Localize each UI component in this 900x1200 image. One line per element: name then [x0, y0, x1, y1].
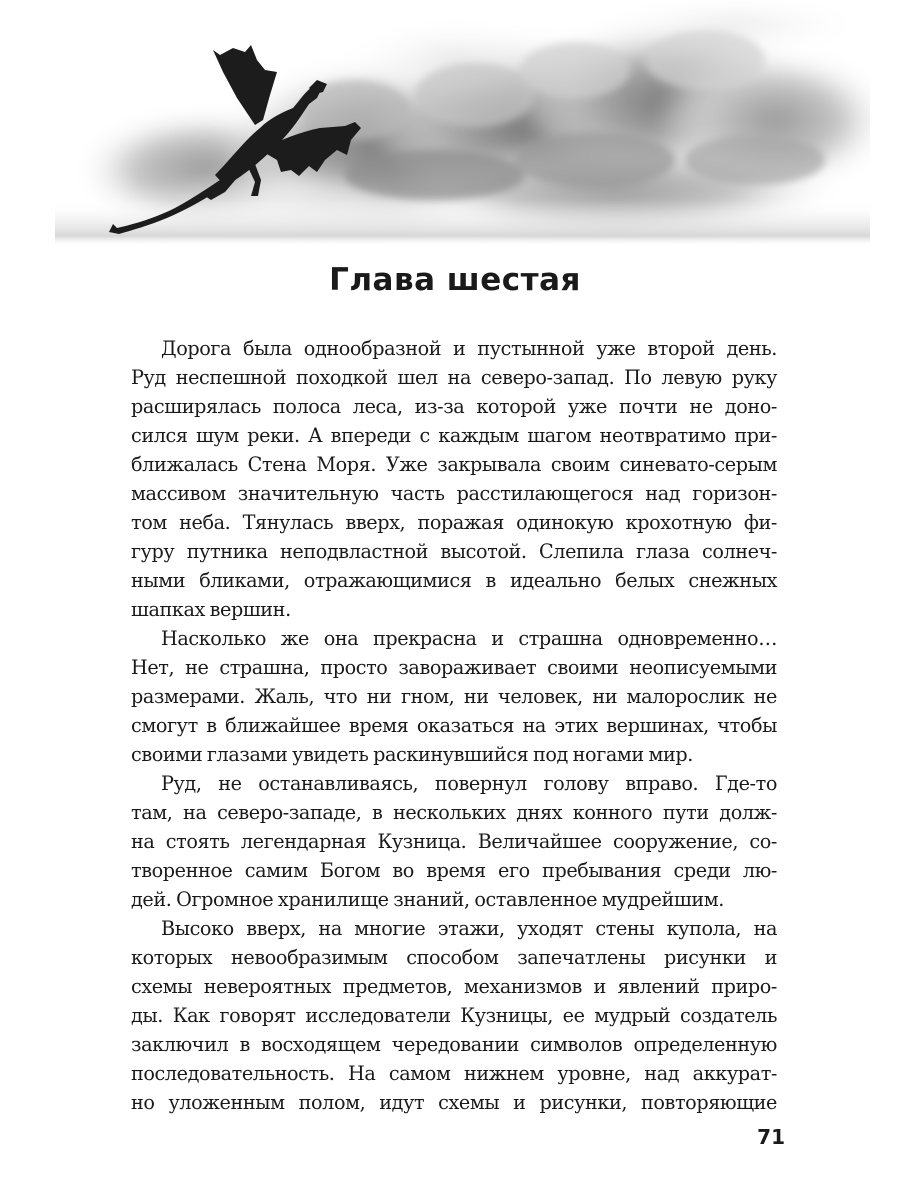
text-line: дей. Огромное хранилище знаний, оставленное мудрейшим. — [131, 888, 724, 911]
text-line: Насколько же она прекрасна и страшна одновременно… — [161, 627, 777, 650]
chapter-body-text — [131, 334, 777, 1117]
text-line: Нет, не страшна, просто завораживает своими неописуемыми — [131, 656, 777, 679]
page-number: 71 — [757, 1125, 785, 1149]
text-line: смогут в ближайшее время оказаться на этих вершинах, чтобы — [131, 714, 777, 737]
text-line: сился шум реки. А впереди с каждым шагом неотвратимо при- — [131, 424, 777, 447]
chapter-header-illustration — [55, 0, 870, 245]
paragraph — [131, 769, 777, 914]
text-line: творенное самим Богом во время его пребывания среди лю- — [131, 859, 777, 882]
paragraph — [131, 334, 777, 624]
paragraph — [131, 624, 777, 769]
text-line: ближалась Стена Моря. Уже закрывала своим синевато-серым — [131, 453, 777, 476]
text-line: Руд неспешной походкой шел на северо-запад. По левую руку — [131, 366, 777, 389]
text-line: ными бликами, отражающимися в идеально белых снежных — [131, 569, 777, 592]
text-line: шапках вершин. — [131, 598, 291, 621]
text-line: но уложенным полом, идут схемы и рисунки, повторяющие — [131, 1091, 777, 1114]
dragon-clouds-image — [55, 0, 870, 245]
text-line: там, на северо-западе, в нескольких днях конного пути долж- — [131, 801, 777, 824]
text-line: гуру путника неподвластной высотой. Слепила глаза солнеч- — [131, 540, 777, 563]
text-line: последовательность. На самом нижнем уровне, над аккурат- — [131, 1062, 777, 1085]
text-line: ды. Как говорят исследователи Кузницы, ее мудрый создатель — [131, 1004, 777, 1027]
text-line: массивом значительную часть расстилающегося над горизон- — [131, 482, 777, 505]
text-line: схемы невероятных предметов, механизмов и явлений приро- — [131, 975, 777, 998]
text-line: на стоять легендарная Кузница. Величайшее сооружение, со- — [131, 830, 777, 853]
text-line: расширялась полоса леса, из-за которой уже почти не доно- — [131, 395, 777, 418]
text-line: Руд, не останавливаясь, повернул голову вправо. Где-то — [161, 772, 777, 795]
text-line: том неба. Тянулась вверх, поражая одинокую крохотную фи- — [131, 511, 777, 534]
text-line: размерами. Жаль, что ни гном, ни человек, ни малорослик не — [131, 685, 777, 708]
text-line: Дорога была однообразной и пустынной уже второй день. — [161, 337, 777, 360]
text-line: своими глазами увидеть раскинувшийся под ногами мир. — [131, 743, 693, 766]
text-line: Высоко вверх, на многие этажи, уходят стены купола, на — [161, 917, 777, 940]
paragraph — [131, 914, 777, 1117]
text-line: которых невообразимым способом запечатлены рисунки и — [131, 946, 777, 969]
text-line: заключил в восходящем чередовании символов определенную — [131, 1033, 777, 1056]
chapter-title: Глава шестая — [329, 262, 581, 298]
